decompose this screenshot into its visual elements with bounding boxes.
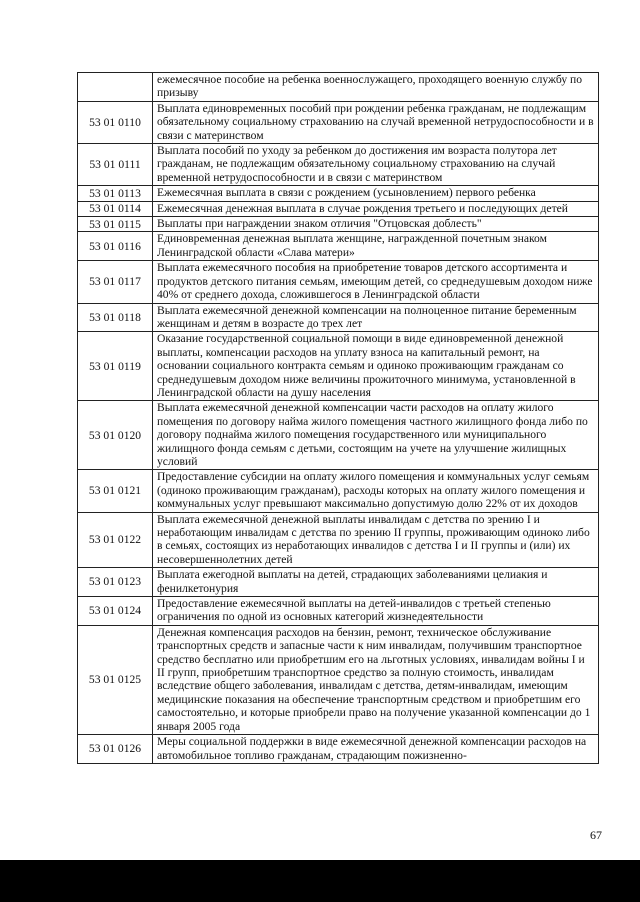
row-code: 53 01 0116 <box>78 232 153 261</box>
row-description: Меры социальной поддержки в виде ежемесячной денежной компенсации расходов на автомобильное топливо гражданам, страдающим пожизненно- <box>153 735 599 764</box>
row-description: Ежемесячная денежная выплата в случае рождения третьего и последующих детей <box>153 201 599 216</box>
row-code <box>78 73 153 102</box>
row-description: Выплата единовременных пособий при рождении ребенка гражданам, не подлежащим обязательному социальному страхованию на случай временной нетрудоспособности и в связи с материнством <box>153 101 599 143</box>
table-row <box>78 101 599 143</box>
table-row <box>78 470 599 512</box>
codes-table <box>77 72 599 764</box>
table-row <box>78 144 599 186</box>
table-row <box>78 261 599 303</box>
row-code: 53 01 0117 <box>78 261 153 303</box>
table-row <box>78 186 599 201</box>
row-code: 53 01 0122 <box>78 512 153 568</box>
row-code: 53 01 0126 <box>78 735 153 764</box>
row-code: 53 01 0111 <box>78 144 153 186</box>
table-row <box>78 401 599 470</box>
row-code: 53 01 0124 <box>78 597 153 626</box>
row-code: 53 01 0120 <box>78 401 153 470</box>
row-description: Выплаты при награждении знаком отличия "Отцовская доблесть" <box>153 217 599 232</box>
row-description: Ежемесячная выплата в связи с рождением (усыновлением) первого ребенка <box>153 186 599 201</box>
row-code: 53 01 0114 <box>78 201 153 216</box>
table-row <box>78 512 599 568</box>
row-description: Выплата ежемесячной денежной компенсации части расходов на оплату жилого помещения по договору найма жилого помещения частного жилищного фонда либо по договору поднайма жилого помещения государственного или муниципального жилищного фонда семьям с детьми, состоящим на учете на улучшение жилищных условий <box>153 401 599 470</box>
table-row <box>78 303 599 332</box>
row-description: Выплата пособий по уходу за ребенком до достижения им возраста полутора лет гражданам, не подлежащим обязательному социальному страхованию на случай временной нетрудоспособности и в связи с материнством <box>153 144 599 186</box>
page-number: 67 <box>590 828 602 842</box>
scan-bottom-border <box>0 860 640 902</box>
row-code: 53 01 0125 <box>78 625 153 734</box>
row-description: Предоставление субсидии на оплату жилого помещения и коммунальных услуг семьям (одиноко проживающим гражданам), расходы которых на оплату жилого помещения и коммунальных услуг превышают максимально допустимую долю 22% от их доходов <box>153 470 599 512</box>
row-description: Выплата ежемесячной денежной компенсации на полноценное питание беременным женщинам и детям в возрасте до трех лет <box>153 303 599 332</box>
table-row <box>78 735 599 764</box>
row-code: 53 01 0110 <box>78 101 153 143</box>
row-description: Оказание государственной социальной помощи в виде единовременной денежной выплаты, компенсации расходов на уплату взноса на капитальный ремонт, на основании социального контракта семьям и одиноко проживающим гражданам со среднедушевым доходом ниже величины прожиточного минимума, установленной в Ленинградской области на душу населения <box>153 332 599 401</box>
table-row <box>78 625 599 734</box>
row-code: 53 01 0119 <box>78 332 153 401</box>
row-code: 53 01 0113 <box>78 186 153 201</box>
table-row <box>78 568 599 597</box>
table-row <box>78 232 599 261</box>
table-row <box>78 217 599 232</box>
row-code: 53 01 0121 <box>78 470 153 512</box>
row-description: Денежная компенсация расходов на бензин, ремонт, техническое обслуживание транспортных средств и запасные части к ним инвалидам, получившим транспортное средство бесплатно или приобретшим его на льготных условиях, инвалидам войны I и II групп, приобретшим транспортное средство за полную стоимость, инвалидам вследствие общего заболевания, инвалидам с детства, детям-инвалидам, имеющим медицинские показания на обеспечение транспортным средством и приобретшим его самостоятельно, и которые приобрели право на получение указанной компенсации до 1 января 2005 года <box>153 625 599 734</box>
table-row <box>78 597 599 626</box>
table-row <box>78 201 599 216</box>
row-description: ежемесячное пособие на ребенка военнослужащего, проходящего военную службу по призыву <box>153 73 599 102</box>
row-code: 53 01 0115 <box>78 217 153 232</box>
table-row <box>78 73 599 102</box>
table-row <box>78 332 599 401</box>
row-description: Выплата ежемесячного пособия на приобретение товаров детского ассортимента и продуктов детского питания семьям, имеющим детей, со среднедушевым доходом ниже 40% от среднего дохода, сложившегося в Ленинградской области <box>153 261 599 303</box>
row-description: Предоставление ежемесячной выплаты на детей-инвалидов с третьей степенью ограничения по одной из основных категорий жизнедеятельности <box>153 597 599 626</box>
row-description: Единовременная денежная выплата женщине, награжденной почетным знаком Ленинградской области «Слава матери» <box>153 232 599 261</box>
row-code: 53 01 0123 <box>78 568 153 597</box>
row-description: Выплата ежемесячной денежной выплаты инвалидам с детства по зрению I и неработающим инвалидам с детства по зрению II группы, проживающим одиноко либо в семьях, состоящих из неработающих инвалидов с детства I и II группы и (или) их несовершеннолетних детей <box>153 512 599 568</box>
row-description: Выплата ежегодной выплаты на детей, страдающих заболеваниями целиакия и фенилкетонурия <box>153 568 599 597</box>
row-code: 53 01 0118 <box>78 303 153 332</box>
